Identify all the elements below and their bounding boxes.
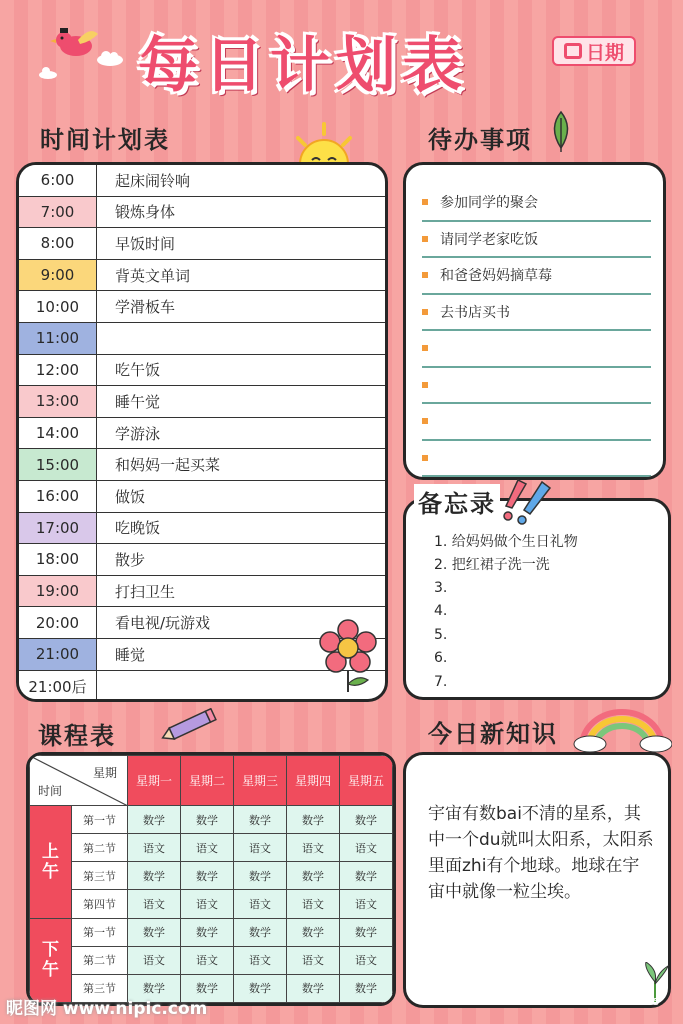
todo-text: 和爸爸妈妈摘草莓 xyxy=(440,268,552,285)
schedule-time: 14:00 xyxy=(19,418,97,449)
course-title: 课程表 xyxy=(38,722,116,750)
memo-item[interactable]: 7. xyxy=(434,673,448,690)
schedule-activity[interactable]: 做饭 xyxy=(115,487,146,506)
course-table xyxy=(26,752,396,1006)
todo-panel xyxy=(403,162,666,480)
day-header: 星期四 xyxy=(287,756,340,806)
rainbow-icon xyxy=(572,704,672,758)
schedule-activity[interactable]: 吃晚饭 xyxy=(115,519,161,538)
course-cell[interactable]: 数学 xyxy=(181,918,234,946)
schedule-activity[interactable]: 睡午觉 xyxy=(115,392,161,411)
schedule-row xyxy=(19,197,385,229)
course-cell[interactable]: 语文 xyxy=(128,834,181,862)
course-cell[interactable]: 语文 xyxy=(287,834,340,862)
corner-week-label: 星期 xyxy=(92,766,117,780)
period-group: 上午 xyxy=(30,806,72,919)
course-cell[interactable]: 数学 xyxy=(128,918,181,946)
course-cell[interactable]: 数学 xyxy=(340,974,393,1002)
table-corner xyxy=(30,756,128,806)
schedule-row xyxy=(19,323,385,355)
course-cell[interactable]: 语文 xyxy=(340,890,393,918)
todo-text: 参加同学的聚会 xyxy=(440,195,538,212)
period-label: 第二节 xyxy=(72,834,128,862)
schedule-time: 13:00 xyxy=(19,386,97,417)
course-cell[interactable]: 数学 xyxy=(340,862,393,890)
course-cell[interactable]: 数学 xyxy=(287,806,340,834)
bullet-icon xyxy=(422,236,428,242)
schedule-row xyxy=(19,449,385,481)
day-header: 星期二 xyxy=(181,756,234,806)
schedule-time: 9:00 xyxy=(19,260,97,291)
cloud-icon xyxy=(38,64,58,83)
course-cell[interactable]: 数学 xyxy=(340,918,393,946)
memo-item[interactable]: 6. xyxy=(434,650,448,667)
corner-time-label: 时间 xyxy=(38,784,63,798)
memo-title: 备忘录 xyxy=(414,484,500,519)
schedule-activity[interactable]: 早饭时间 xyxy=(115,234,176,253)
schedule-time: 7:00 xyxy=(19,197,97,228)
schedule-time: 15:00 xyxy=(19,449,97,480)
course-cell[interactable]: 数学 xyxy=(287,862,340,890)
exclamation-icon xyxy=(498,476,554,530)
period-label: 第三节 xyxy=(72,862,128,890)
date-field[interactable] xyxy=(552,36,636,66)
schedule-activity[interactable]: 背英文单词 xyxy=(115,266,191,285)
memo-item[interactable]: 2. 把红裙子洗一洗 xyxy=(434,557,550,574)
watermark: 昵图网 www.nipic.com xyxy=(6,999,208,1019)
course-cell[interactable]: 数学 xyxy=(181,974,234,1002)
schedule-row xyxy=(19,513,385,545)
memo-item[interactable]: 3. xyxy=(434,579,448,596)
table-row xyxy=(30,918,393,946)
schedule-row xyxy=(19,576,385,608)
period-label: 第二节 xyxy=(72,946,128,974)
todo-title: 待办事项 xyxy=(428,126,532,154)
schedule-activity[interactable]: 和妈妈一起买菜 xyxy=(115,456,221,475)
period-label: 第三节 xyxy=(72,974,128,1002)
table-row xyxy=(30,946,393,974)
schedule-activity[interactable]: 锻炼身体 xyxy=(115,203,176,222)
bullet-icon xyxy=(422,382,428,388)
knowledge-panel xyxy=(403,752,671,1008)
table-row xyxy=(30,834,393,862)
course-cell[interactable]: 数学 xyxy=(234,862,287,890)
bullet-icon xyxy=(422,272,428,278)
course-cell[interactable]: 语文 xyxy=(287,890,340,918)
memo-item[interactable]: 5. xyxy=(434,626,448,643)
todo-item[interactable] xyxy=(422,258,651,295)
pencil-icon xyxy=(158,708,218,748)
page-title: 每日计划表 xyxy=(138,31,468,101)
schedule-time: 12:00 xyxy=(19,355,97,386)
bird-icon xyxy=(50,26,100,64)
table-row xyxy=(30,862,393,890)
todo-item[interactable] xyxy=(422,222,651,259)
day-header: 星期三 xyxy=(234,756,287,806)
bullet-icon xyxy=(422,199,428,205)
schedule-activity[interactable]: 吃午饭 xyxy=(115,361,161,380)
period-group: 下午 xyxy=(30,918,72,1002)
schedule-time: 21:00后 xyxy=(19,671,97,703)
course-cell[interactable]: 语文 xyxy=(234,946,287,974)
schedule-activity[interactable]: 散步 xyxy=(115,550,146,569)
todo-text: 去书店买书 xyxy=(440,304,510,321)
schedule-time: 17:00 xyxy=(19,513,97,544)
course-cell[interactable]: 语文 xyxy=(340,946,393,974)
schedule-row xyxy=(19,228,385,260)
course-cell[interactable]: 语文 xyxy=(181,834,234,862)
schedule-time: 19:00 xyxy=(19,576,97,607)
bullet-icon xyxy=(422,345,428,351)
course-cell[interactable]: 语文 xyxy=(128,890,181,918)
course-cell[interactable]: 数学 xyxy=(181,862,234,890)
schedule-row xyxy=(19,260,385,292)
schedule-activity[interactable]: 看电视/玩游戏 xyxy=(115,614,211,633)
schedule-row xyxy=(19,386,385,418)
course-cell[interactable]: 数学 xyxy=(181,806,234,834)
bullet-icon xyxy=(422,309,428,315)
schedule-time: 10:00 xyxy=(19,291,97,322)
schedule-row xyxy=(19,291,385,323)
schedule-row xyxy=(19,165,385,197)
course-cell[interactable]: 数学 xyxy=(234,806,287,834)
day-header: 星期一 xyxy=(128,756,181,806)
schedule-time: 8:00 xyxy=(19,228,97,259)
course-cell[interactable]: 语文 xyxy=(181,890,234,918)
course-cell[interactable]: 语文 xyxy=(340,834,393,862)
schedule-row xyxy=(19,418,385,450)
day-header: 星期五 xyxy=(340,756,393,806)
course-cell[interactable]: 数学 xyxy=(340,806,393,834)
period-label: 第一节 xyxy=(72,806,128,834)
todo-item[interactable] xyxy=(422,404,651,441)
schedule-row xyxy=(19,355,385,387)
schedule-time: 11:00 xyxy=(19,323,97,354)
knowledge-title: 今日新知识 xyxy=(428,720,558,748)
todo-item[interactable] xyxy=(422,331,651,368)
course-cell[interactable]: 数学 xyxy=(287,974,340,1002)
course-cell[interactable]: 语文 xyxy=(287,946,340,974)
schedule-activity[interactable]: 学游泳 xyxy=(115,424,161,443)
schedule-activity[interactable]: 打扫卫生 xyxy=(115,582,176,601)
table-row xyxy=(30,890,393,918)
schedule-title: 时间计划表 xyxy=(40,126,170,154)
course-cell[interactable]: 语文 xyxy=(128,946,181,974)
leaf-icon xyxy=(546,110,576,158)
todo-item[interactable] xyxy=(422,295,651,332)
schedule-activity[interactable]: 学滑板车 xyxy=(115,298,176,317)
table-row xyxy=(30,806,393,834)
schedule-row xyxy=(19,544,385,576)
todo-item[interactable] xyxy=(422,368,651,405)
memo-item[interactable]: 1. 给妈妈做个生日礼物 xyxy=(434,533,578,550)
schedule-time: 21:00 xyxy=(19,639,97,670)
cloud-icon xyxy=(96,50,124,70)
course-cell[interactable]: 语文 xyxy=(181,946,234,974)
course-cell[interactable]: 语文 xyxy=(234,834,287,862)
period-label: 第四节 xyxy=(72,890,128,918)
course-cell[interactable]: 数学 xyxy=(287,918,340,946)
course-cell[interactable]: 数学 xyxy=(128,974,181,1002)
course-cell[interactable]: 语文 xyxy=(234,890,287,918)
bullet-icon xyxy=(422,418,428,424)
date-label: 日期 xyxy=(585,41,624,64)
schedule-activity[interactable]: 起床闹铃响 xyxy=(115,171,191,190)
schedule-time: 6:00 xyxy=(19,165,97,196)
schedule-time: 20:00 xyxy=(19,607,97,638)
schedule-activity[interactable]: 睡觉 xyxy=(115,645,146,664)
todo-text: 请同学老家吃饭 xyxy=(440,231,538,248)
todo-item[interactable] xyxy=(422,185,651,222)
bullet-icon xyxy=(422,455,428,461)
course-cell[interactable]: 数学 xyxy=(128,862,181,890)
course-cell[interactable]: 数学 xyxy=(234,974,287,1002)
memo-item[interactable]: 4. xyxy=(434,603,448,620)
flower-icon xyxy=(318,618,378,698)
image-id: ID:3509713 NO:20210705173207307105 xyxy=(452,997,660,1008)
knowledge-text: 宇宙有数bai不清的星系，其中一个du就叫太阳系，太阳系里面zhi有个地球。地球在宇宙中就像一粒尘埃。 xyxy=(428,804,654,902)
schedule-row xyxy=(19,481,385,513)
period-label: 第一节 xyxy=(72,918,128,946)
todo-item[interactable] xyxy=(422,441,651,478)
schedule-time: 16:00 xyxy=(19,481,97,512)
calendar-icon xyxy=(564,43,582,59)
course-cell[interactable]: 数学 xyxy=(234,918,287,946)
course-cell[interactable]: 数学 xyxy=(128,806,181,834)
schedule-time: 18:00 xyxy=(19,544,97,575)
